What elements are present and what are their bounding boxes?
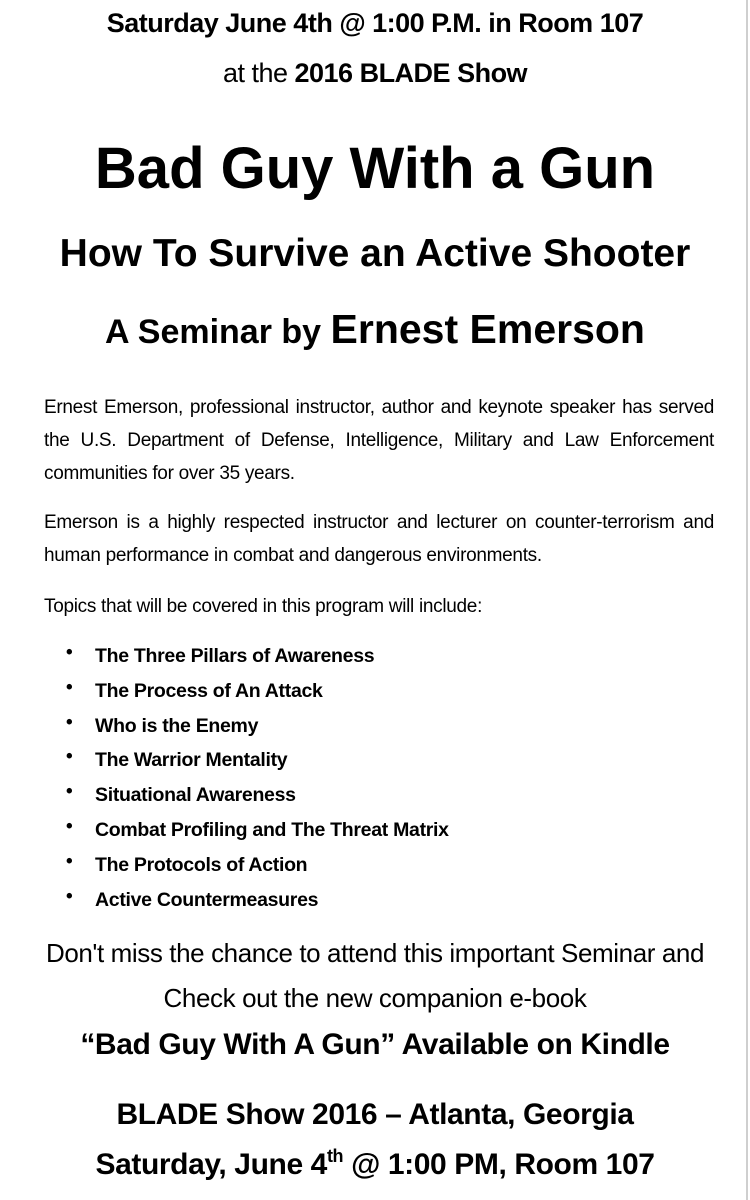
event-date-header: Saturday June 4th @ 1:00 P.M. in Room 107 [106, 8, 644, 38]
bullet-icon: • [66, 746, 73, 768]
topic-label: Who is the Enemy [95, 714, 259, 737]
cta-line-2: Check out the new companion e-book [163, 983, 587, 1013]
footer-date: Saturday, June 4 [95, 1148, 327, 1181]
bullet-icon: • [66, 781, 73, 803]
bio-paragraph: Ernest Emerson, professional instructor, author and keynote speaker has served the U.S. Department of Defense, Intelligence, Military and Law Enforcement communities for over 35 years. [44, 397, 714, 484]
presenter-name: Ernest Emerson [330, 306, 645, 352]
topic-label: The Three Pillars of Awareness [95, 645, 375, 667]
bullet-icon: • [66, 676, 73, 698]
topic-label: Situational Awareness [95, 784, 296, 807]
seminar-prefix: A Seminar by [105, 313, 331, 351]
topic-label: The Warrior Mentality [95, 749, 288, 772]
bullet-icon: • [66, 885, 73, 907]
kindle-availability: “Bad Guy With A Gun” Available on Kindle [80, 1028, 670, 1061]
show-prefix: at the [222, 58, 295, 88]
footer-datetime [0, 1148, 750, 1182]
main-title: Bad Guy With a Gun [94, 136, 656, 201]
topic-label: The Process of An Attack [95, 679, 323, 702]
cta-line-1: Don't miss the chance to attend this important Seminar and [45, 938, 705, 968]
footer-location: BLADE Show 2016 – Atlanta, Georgia [116, 1098, 634, 1131]
expertise-paragraph: Emerson is a highly respected instructor and lecturer on counter-terrorism and human performance in combat and dangerous environments. [44, 512, 714, 566]
event-show-header [0, 58, 750, 89]
footer-time-room: @ 1:00 PM, Room 107 [343, 1148, 655, 1181]
bullet-icon: • [66, 711, 73, 733]
topics-intro: Topics that will be covered in this program will include: [44, 596, 483, 617]
bullet-icon: • [66, 642, 73, 663]
bullet-icon: • [66, 850, 73, 872]
bullet-icon: • [66, 815, 73, 837]
seminar-byline [0, 306, 750, 353]
sub-title: How To Survive an Active Shooter [59, 232, 691, 275]
topic-label: Active Countermeasures [95, 888, 319, 911]
date-ordinal: th [326, 1146, 344, 1166]
topic-label: The Protocols of Action [95, 853, 308, 876]
topic-label: Combat Profiling and The Threat Matrix [95, 818, 449, 841]
show-name: 2016 BLADE Show [294, 58, 528, 88]
